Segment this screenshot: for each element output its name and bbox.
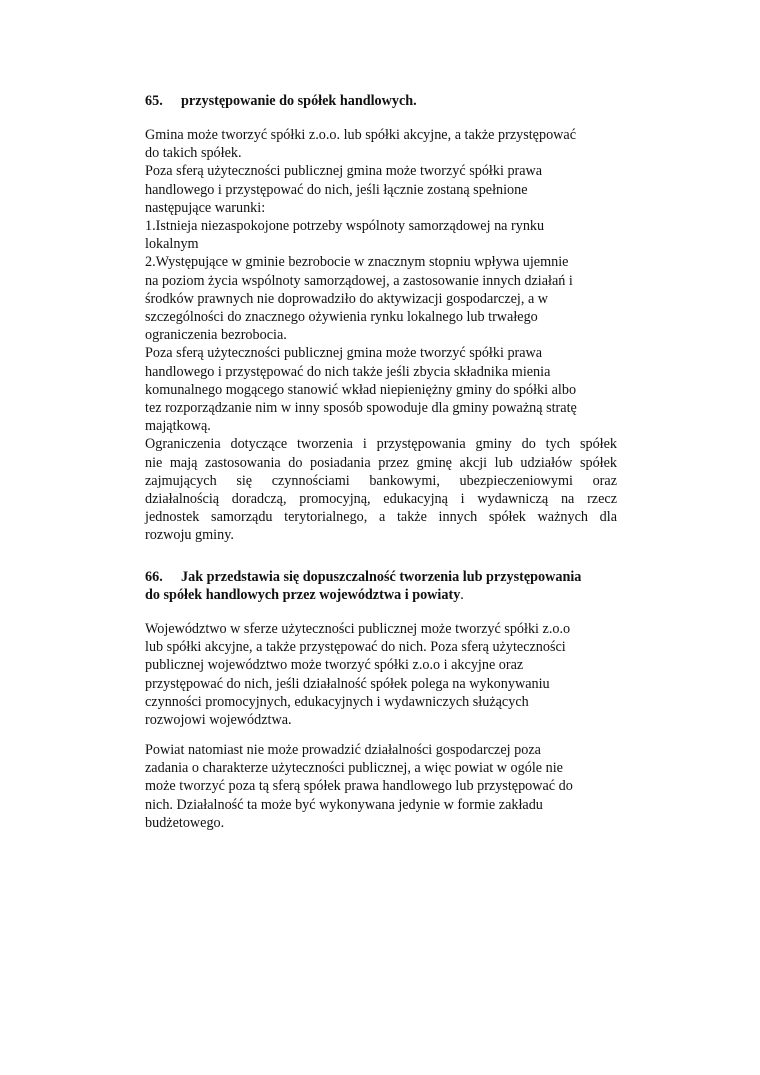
section-66-title-end: . — [460, 587, 464, 603]
text-line: Gmina może tworzyć spółki z.o.o. lub spółki akcyjne, a także przystępować — [145, 127, 577, 143]
text-line: Poza sferą użyteczności publicznej gmina może tworzyć spółki prawa — [145, 163, 543, 180]
text-line: następujące warunki: — [145, 199, 266, 216]
text-line: rozwoju gminy. — [145, 527, 234, 544]
text-line: przystępować do nich, jeśli działalność spółek polega na wykonywaniu — [145, 675, 550, 692]
section-66-heading — [145, 568, 617, 604]
text-line: komunalnego mogącego stanowić wkład niepieniężny gminy do spółki albo — [145, 381, 577, 398]
text-line: rozwojowi województwa. — [145, 712, 292, 729]
text-line: do takich spółek. — [145, 145, 242, 162]
text-line: Poza sferą użyteczności publicznej gmina może tworzyć spółki prawa — [145, 345, 543, 362]
text-line: Województwo w sferze użyteczności publicznej może tworzyć spółki z.o.o — [145, 621, 571, 637]
text-line: publicznej województwo może tworzyć spółki z.o.o i akcyjne oraz — [145, 657, 524, 674]
section-66-title-line-1: Jak przedstawia się dopuszczalność tworzenia lub przystępowania — [181, 569, 582, 585]
text-line: majątkową. — [145, 418, 211, 435]
text-line: jednostek samorządu terytorialnego, a także innych spółek ważnych dla — [145, 509, 617, 526]
text-line: lub spółki akcyjne, a także przystępować do nich. Poza sferą użyteczności — [145, 639, 566, 656]
text-line: Ograniczenia dotyczące tworzenia i przystępowania gminy do tych spółek — [145, 436, 617, 453]
section-65-number: 65. — [145, 93, 163, 109]
text-line: działalnością doradczą, promocyjną, edukacyjną i wydawniczą na rzecz — [145, 491, 617, 508]
text-line: środków prawnych nie doprowadziło do aktywizacji gospodarczej, a w — [145, 290, 549, 307]
section-66-number: 66. — [145, 569, 163, 585]
section-65-body — [145, 126, 617, 545]
text-line: zadania o charakterze użyteczności publicznej, a więc powiat w ogóle nie — [145, 760, 563, 777]
text-line: czynności promocyjnych, edukacyjnych i wydawniczych służących — [145, 693, 529, 710]
text-line: nich. Działalność ta może być wykonywana jedynie w formie zakładu — [145, 796, 543, 813]
section-65-title: przystępowanie do spółek handlowych. — [181, 93, 417, 109]
section-65-heading — [145, 92, 617, 110]
text-line: handlowego i przystępować do nich także jeśli zbycia składnika mienia — [145, 363, 551, 380]
section-66-paragraph-2 — [145, 741, 617, 832]
text-line: może tworzyć poza tą sferą spółek prawa handlowego lub przystępować do — [145, 778, 573, 795]
text-line: nie mają zastosowania do posiadania przez gminę akcji lub udziałów spółek — [145, 454, 617, 471]
text-line: ograniczenia bezrobocia. — [145, 327, 287, 344]
text-line: handlowego i przystępować do nich, jeśli łącznie zostaną spełnione — [145, 181, 528, 198]
text-line: zajmujących się czynnościami bankowymi, ubezpieczeniowymi oraz — [145, 472, 617, 489]
section-66-paragraph-1 — [145, 620, 617, 729]
text-line: 2.Występujące w gminie bezrobocie w znacznym stopniu wpływa ujemnie — [145, 254, 569, 271]
text-line: 1.Istnieja niezaspokojone potrzeby wspólnoty samorządowej na rynku — [145, 218, 545, 235]
text-line: lokalnym — [145, 236, 199, 253]
text-line: szczególności do znacznego ożywienia rynku lokalnego lub trwałego — [145, 309, 538, 326]
text-line: budżetowego. — [145, 814, 225, 831]
text-line: Powiat natomiast nie może prowadzić działalności gospodarczej poza — [145, 742, 541, 758]
section-66-title-line-2: do spółek handlowych przez województwa i powiaty — [145, 587, 461, 603]
text-line: na poziom życia wspólnoty samorządowej, a zastosowanie innych działań i — [145, 272, 573, 289]
text-line: tez rozporządzanie nim w inny sposób spowoduje dla gminy poważną stratę — [145, 400, 577, 417]
